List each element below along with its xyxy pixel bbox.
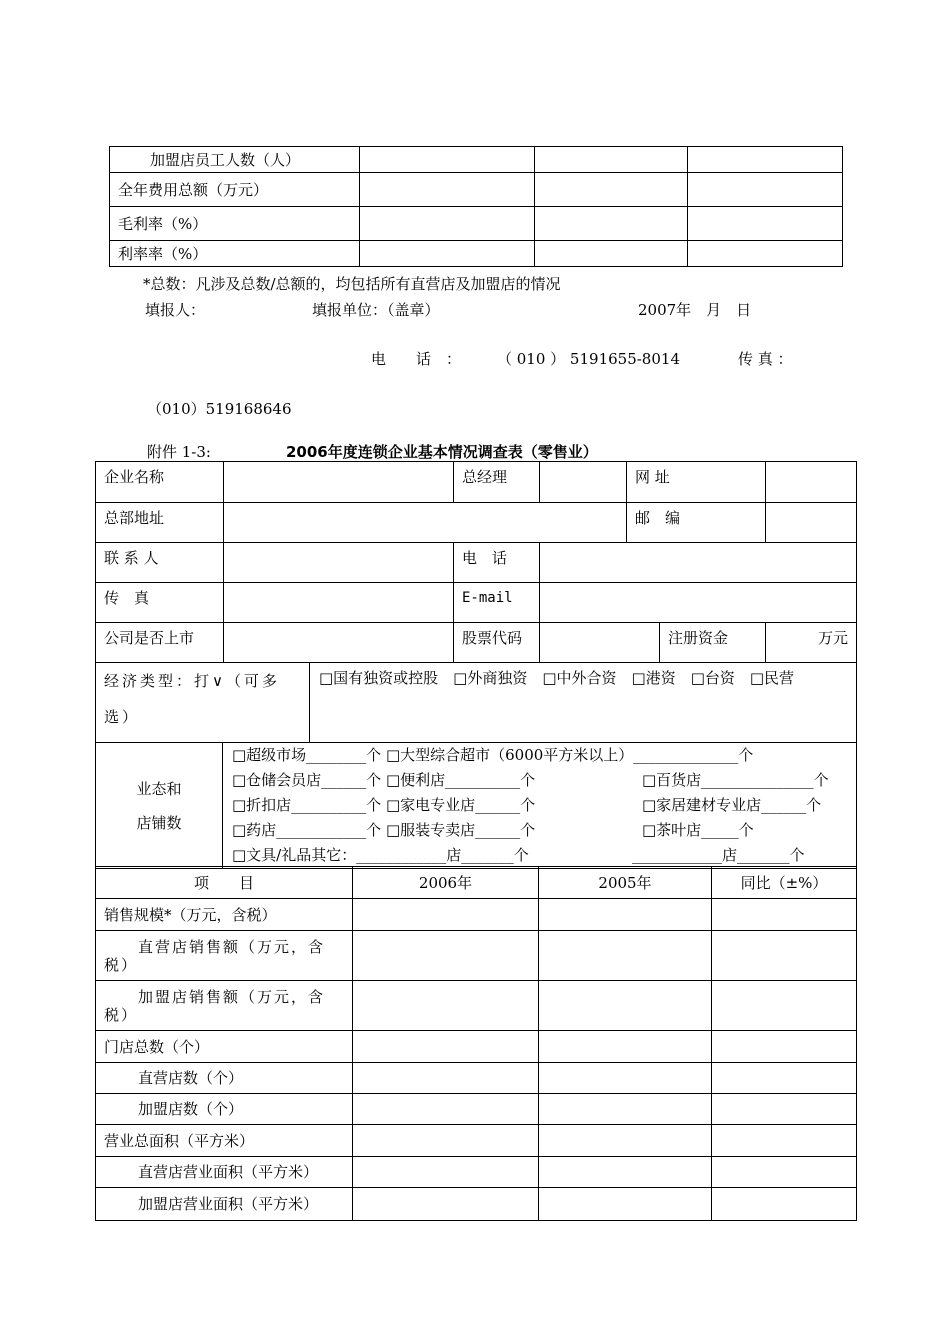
cell-input[interactable]: [539, 1188, 712, 1221]
cell-input[interactable]: [539, 1063, 712, 1094]
row-label: 加盟店数（个）: [96, 1094, 353, 1125]
cell-input[interactable]: [688, 241, 843, 267]
hq-address-label: 总部地址: [96, 503, 224, 543]
table-row: [96, 503, 857, 543]
reg-capital-label: 注册资金: [660, 623, 766, 663]
date-label: 2007年 月 日: [638, 301, 752, 319]
cell-input[interactable]: [539, 1157, 712, 1188]
cell-input[interactable]: [539, 1031, 712, 1063]
email-input[interactable]: [540, 583, 857, 623]
formats-line5a[interactable]: □文具/礼品其它：____________店_______个: [232, 846, 529, 864]
cell-input[interactable]: [712, 1063, 857, 1094]
attachment-label: 附件 1-3:: [147, 443, 211, 461]
cell-input[interactable]: [353, 1063, 539, 1094]
table-row: [96, 462, 857, 503]
contact-input[interactable]: [224, 543, 454, 583]
cell-input[interactable]: [353, 931, 539, 981]
formats-line3: [232, 793, 856, 818]
formats-line2: [232, 768, 856, 793]
cell-input[interactable]: [712, 1125, 857, 1157]
contact-label: 联 系 人: [96, 543, 224, 583]
table-row: [96, 1157, 857, 1188]
formats-label-line2: 店铺数: [136, 813, 182, 832]
cell-input[interactable]: [712, 1031, 857, 1063]
cell-input[interactable]: [353, 899, 539, 931]
filler-label: 填报人：: [145, 301, 206, 319]
stock-code-label: 股票代码: [454, 623, 540, 663]
cell-input[interactable]: [353, 1031, 539, 1063]
table-row: [110, 207, 843, 241]
cell-input[interactable]: [539, 981, 712, 1031]
cell-input[interactable]: [535, 207, 688, 241]
website-input[interactable]: [766, 462, 857, 503]
cell-input[interactable]: [688, 173, 843, 207]
header-yoy: 同比（±%）: [712, 867, 857, 899]
header-2006: 2006年: [353, 867, 539, 899]
table-row: [110, 173, 843, 207]
cell-input[interactable]: [539, 899, 712, 931]
header-item: 项 目: [96, 867, 353, 899]
cell-input[interactable]: [360, 241, 535, 267]
cell-input[interactable]: [353, 1094, 539, 1125]
company-info-table: [95, 461, 857, 663]
econ-type-options[interactable]: □国有独资或控股 □外商独资 □中外合资 □港资 □台资 □民营: [310, 663, 857, 743]
cell-input[interactable]: [688, 147, 843, 173]
cell-input[interactable]: [539, 1125, 712, 1157]
cell-input[interactable]: [360, 147, 535, 173]
tel-input[interactable]: [540, 543, 857, 583]
formats-label: [96, 743, 223, 869]
row-label: 加盟店营业面积（平方米）: [96, 1188, 353, 1221]
cell-input[interactable]: [712, 1188, 857, 1221]
formats-line4: [232, 818, 856, 843]
header-2005: 2005年: [539, 867, 712, 899]
stock-code-input[interactable]: [540, 623, 660, 663]
company-name-input[interactable]: [224, 462, 454, 503]
fax-input[interactable]: [224, 583, 454, 623]
row-label: 销售规模*（万元，含税）: [96, 899, 353, 931]
form-title: 2006年度连锁企业基本情况调查表（零售业）: [286, 443, 598, 461]
hq-address-input[interactable]: [224, 503, 627, 543]
gm-input[interactable]: [540, 462, 627, 503]
formats-label-line1: 业态和: [136, 779, 182, 798]
formats-line4b[interactable]: □茶叶店_____个: [642, 821, 754, 839]
website-label: [627, 462, 766, 503]
cell-input[interactable]: [535, 147, 688, 173]
fax-label: 传 真 ：: [738, 350, 793, 368]
formats-line3a[interactable]: □折扣店__________个 □家电专业店______个: [232, 796, 536, 814]
table-row: [110, 241, 843, 267]
cell-input[interactable]: [712, 1157, 857, 1188]
cell-input[interactable]: [353, 1188, 539, 1221]
tel-label: 电 话: [454, 543, 540, 583]
postcode-input[interactable]: [766, 503, 857, 543]
top-table: [109, 146, 843, 267]
table-row: [96, 1094, 857, 1125]
postcode-label: 邮 编: [627, 503, 766, 543]
row-label: 全年费用总额（万元）: [110, 173, 360, 207]
econ-type-table: [95, 662, 857, 743]
table-row: [96, 623, 857, 663]
reg-capital-unit: 万元: [766, 623, 857, 663]
formats-options[interactable]: [223, 743, 857, 869]
row-label: 直营店营业面积（平方米）: [96, 1157, 353, 1188]
cell-input[interactable]: [353, 1157, 539, 1188]
table-row: [96, 899, 857, 931]
row-label: 直营店销售额（万元，含税）: [96, 931, 353, 981]
cell-input[interactable]: [688, 207, 843, 241]
cell-input[interactable]: [712, 1094, 857, 1125]
cell-input[interactable]: [360, 173, 535, 207]
cell-input[interactable]: [353, 1125, 539, 1157]
cell-input[interactable]: [360, 207, 535, 241]
listed-input[interactable]: [224, 623, 454, 663]
formats-line5: [232, 843, 856, 868]
table-row: [96, 931, 857, 981]
formats-line1[interactable]: □超级市场________个 □大型综合超市（6000平方米以上）______________个: [232, 746, 754, 764]
cell-input[interactable]: [712, 931, 857, 981]
formats-table: [95, 742, 857, 869]
row-label: 门店总数（个）: [96, 1031, 353, 1063]
econ-type-label: 经济类型：打∨（可多选）: [96, 663, 310, 743]
total-note: *总数：凡涉及总数/总额的，均包括所有直营店及加盟店的情况: [143, 275, 561, 293]
table-row: [96, 663, 857, 743]
row-label: 营业总面积（平方米）: [96, 1125, 353, 1157]
fax-value: （010）519168646: [147, 400, 292, 418]
table-row: [96, 543, 857, 583]
table-row: [96, 1031, 857, 1063]
table-row: [96, 981, 857, 1031]
table-row: [96, 583, 857, 623]
cell-input[interactable]: [712, 899, 857, 931]
fax-field-label: 传 真: [96, 583, 224, 623]
table-row: [110, 147, 843, 173]
cell-input[interactable]: [539, 931, 712, 981]
formats-line4a[interactable]: □药店____________个 □服装专卖店______个: [232, 821, 536, 839]
row-label: 毛利率（%）: [110, 207, 360, 241]
stats-header-row: [96, 867, 857, 899]
row-label: 直营店数（个）: [96, 1063, 353, 1094]
cell-input[interactable]: [535, 241, 688, 267]
stats-table: [95, 866, 857, 1221]
table-row: [96, 743, 857, 869]
table-row: [96, 1125, 857, 1157]
cell-input[interactable]: [712, 981, 857, 1031]
listed-label: 公司是否上市: [96, 623, 224, 663]
row-label: 加盟店销售额（万元，含税）: [96, 981, 353, 1031]
gm-label: 总经理: [454, 462, 540, 503]
unit-label: 填报单位：（盖章）: [312, 301, 440, 319]
company-name-label: 企业名称: [96, 462, 224, 503]
formats-line2a[interactable]: □仓储会员店______个 □便利店__________个: [232, 771, 536, 789]
cell-input[interactable]: [539, 1094, 712, 1125]
row-label: 利率率（%）: [110, 241, 360, 267]
phone-label: 电 话 ：: [371, 350, 462, 368]
phone-value: （ 010 ） 5191655-8014: [497, 350, 680, 368]
table-row: [96, 1063, 857, 1094]
cell-input[interactable]: [535, 173, 688, 207]
formats-line5b[interactable]: ____________店_______个: [632, 846, 805, 864]
row-label: 加盟店员工人数（人）: [110, 147, 360, 173]
formats-line2b[interactable]: □百货店_______________个: [642, 771, 829, 789]
table-row: [96, 1188, 857, 1221]
formats-line3b[interactable]: □家居建材专业店______个: [642, 796, 822, 814]
cell-input[interactable]: [353, 981, 539, 1031]
email-label: E-mail: [454, 583, 540, 623]
website-label-text: 网 址: [635, 468, 670, 486]
